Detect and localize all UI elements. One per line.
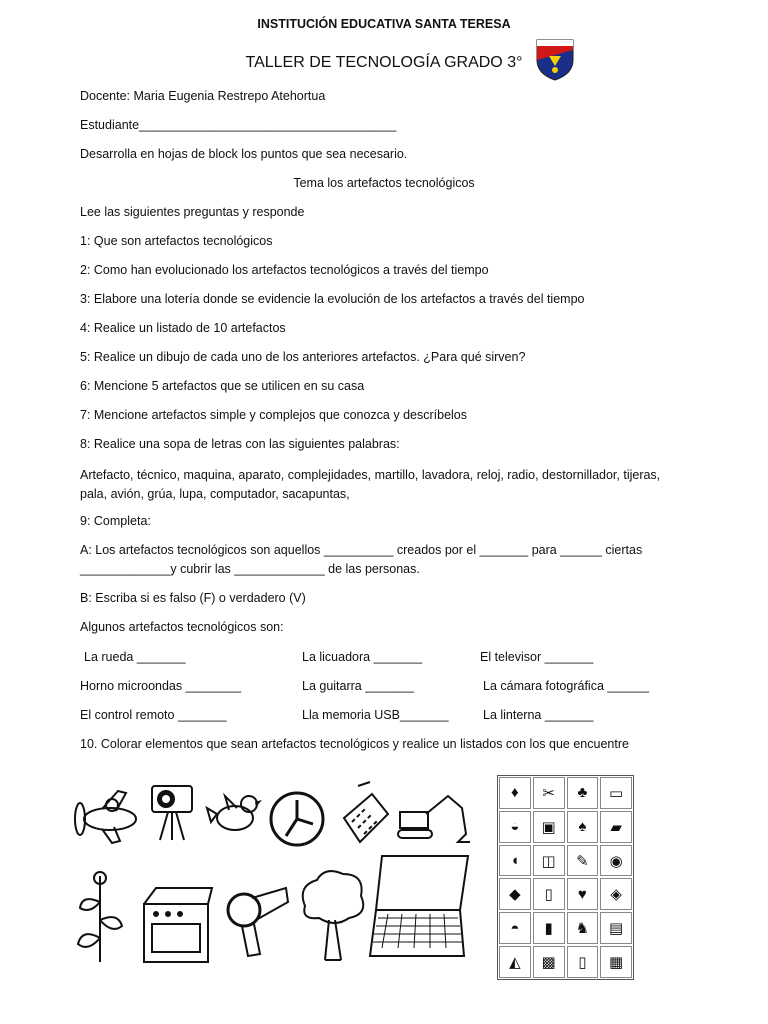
page-title: TALLER DE TECNOLOGÍA GRADO 3°: [245, 54, 523, 71]
teacher-line: Docente: Maria Eugenia Restrepo Atehortua: [80, 89, 326, 103]
question-2: 2: Como han evolucionado los artefactos tecnológicos a través del tiempo: [80, 263, 489, 277]
q9-b-line: B: Escriba si es falso (F) o verdadero (V): [80, 591, 306, 605]
tf-item: El control remoto _______: [80, 708, 227, 722]
lead-line: Lee las siguientes preguntas y responde: [80, 205, 305, 219]
word-list: Artefacto, técnico, maquina, aparato, complejidades, martillo, lavadora, reloj, radio, destornillador, tijeras, pala, avión, grúa, lupa, computador, sacapuntas,: [80, 468, 661, 501]
question-1: 1: Que son artefactos tecnológicos: [80, 234, 273, 248]
camera-icon: [146, 778, 198, 844]
clock-icon: [268, 790, 326, 848]
bird-icon: [205, 790, 263, 838]
q9-b-lead: Algunos artefactos tecnológicos son:: [80, 620, 284, 634]
tf-item: Lla memoria USB_______: [302, 708, 449, 722]
tf-item: Horno microondas ________: [80, 679, 242, 693]
tf-item: La rueda _______: [84, 650, 186, 664]
question-3: 3: Elabore una lotería donde se evidencie la evolución de los artefactos a través del tiempo: [80, 292, 585, 306]
question-4: 4: Realice un listado de 10 artefactos: [80, 321, 286, 335]
question-10: 10. Colorar elementos que sean artefactos tecnológicos y realice un listados con los que encuentre: [80, 737, 629, 751]
stove-icon: [140, 884, 214, 964]
mobile-phone-icon: [336, 780, 392, 850]
tf-item: La linterna _______: [483, 708, 594, 722]
question-8: 8: Realice una sopa de letras con las siguientes palabras:: [80, 437, 400, 451]
plant-icon: [72, 868, 128, 964]
laptop-icon: [368, 852, 476, 964]
airplane-icon: [72, 783, 146, 847]
institution-name: INSTITUCIÓN EDUCATIVA SANTA TERESA: [257, 17, 511, 31]
tree-icon: [295, 866, 369, 962]
tf-item: La licuadora _______: [302, 650, 423, 664]
school-crest-icon: [533, 36, 577, 82]
question-9: 9: Completa:: [80, 514, 151, 528]
question-7: 7: Mencione artefactos simple y complejos que conozca y descríbelos: [80, 408, 467, 422]
question-6: 6: Mencione 5 artefactos que se utilicen en su casa: [80, 379, 365, 393]
excavator-icon: [396, 790, 478, 850]
q9-a-line-2: _____________y cubrir las _____________ de las personas.: [80, 562, 420, 576]
objects-grid: ♦ ✂ ♣ ▭ ◒ ▣ ♠ ▰ ◖ ◫ ✎ ◉ ◆ ▯ ♥ ◈ ◓ ▮ ♞ ▤ ◭ ▩ ▯ ▦: [497, 775, 634, 980]
question-5: 5: Realice un dibujo de cada uno de los anteriores artefactos. ¿Para qué sirven?: [80, 350, 526, 364]
student-line: Estudiante_____________________________________: [80, 118, 397, 132]
tf-item: La guitarra _______: [302, 679, 414, 693]
tf-item: El televisor _______: [480, 650, 594, 664]
topic-line: Tema los artefactos tecnológicos: [293, 176, 475, 190]
instruction-line: Desarrolla en hojas de block los puntos que sea necesario.: [80, 147, 408, 161]
hair-dryer-icon: [222, 880, 292, 960]
tf-item: La cámara fotográfica ______: [483, 679, 650, 693]
q9-a-line-1: A: Los artefactos tecnológicos son aquellos __________ creados por el _______ para ______ ciertas: [80, 543, 643, 557]
